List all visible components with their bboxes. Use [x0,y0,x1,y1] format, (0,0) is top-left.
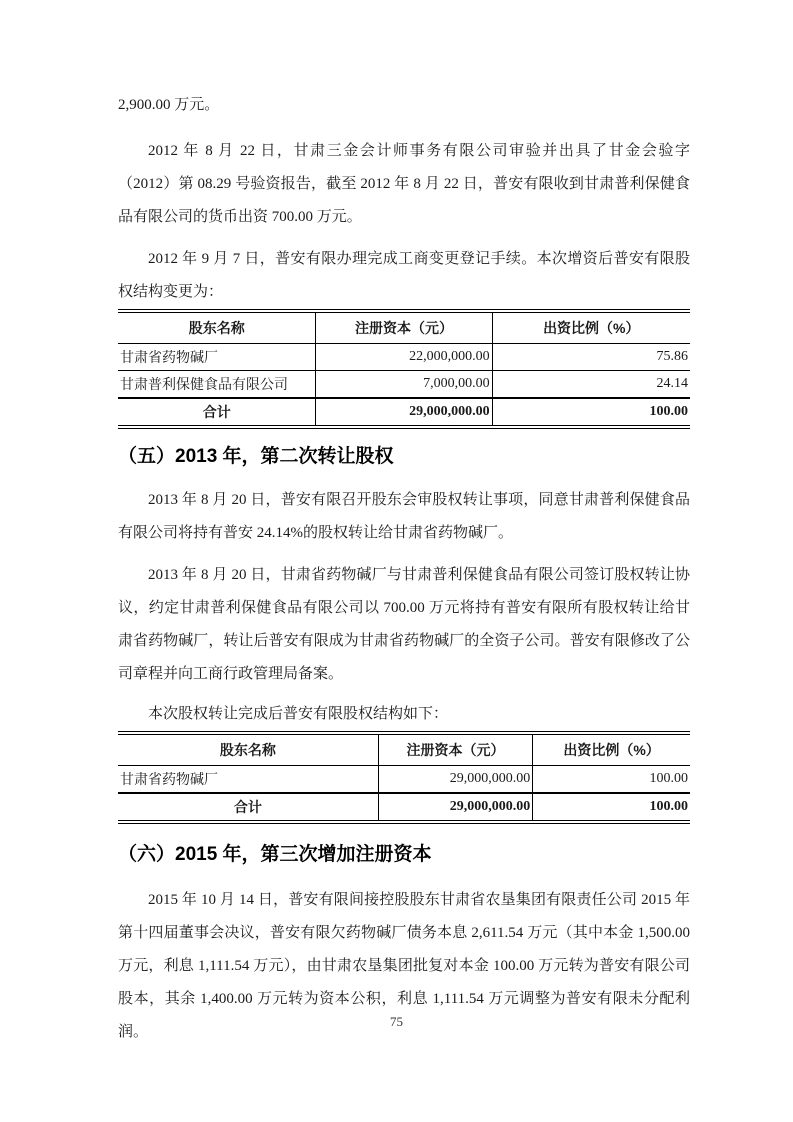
table-header-row [118,311,690,344]
total-ratio: 100.00 [492,398,690,427]
section-heading-5: （五）2013 年，第二次转让股权 [118,446,394,467]
page-number: 75 [390,1014,403,1029]
paragraph-transfer-result: 本次股权转让完成后普安有限股权结构如下： [148,706,449,722]
contribution-ratio: 100.00 [533,766,690,794]
total-capital: 29,000,000.00 [378,793,532,822]
paragraph-capital-verification: 2012 年 8 月 22 日，甘肃三金会计师事务有限公司审验并出具了甘金会验字（2012）第 08.29 号验资报告，截至 2012 年 8 月 22 日，普安有限收到甘肃普利保健食品有限公司的货币出资 700.00 万元。 [118,143,690,225]
paragraph-registration-change: 2012 年 9 月 7 日，普安有限办理完成工商变更登记手续。本次增资后普安有限股权结构变更为： [118,251,690,300]
column-header-shareholder: 股东名称 [118,311,316,344]
table-row [118,766,690,794]
total-ratio: 100.00 [533,793,690,822]
contribution-ratio: 75.86 [492,344,690,371]
paragraph-board-resolution: 2015 年 10 月 14 日，普安有限间接控股股东甘肃省农垦集团有限责任公司 2015 年第十四届董事会决议，普安有限欠药物碱厂债务本息 2,611.54 万元（其中本金 1,500.00 万元，利息 1,111.54 万元），由甘肃农垦集团批复对本金 100.00 万元转为普安有限公司股本，其余 1,400.00 万元转为资本公积，利息 1,111.54 万元调整为普安有限未分配利润。 [118,892,690,1040]
column-header-capital: 注册资本（元） [378,733,532,766]
section-heading-6: （六）2015 年，第三次增加注册资本 [118,844,432,865]
table-row [118,371,690,399]
column-header-capital: 注册资本（元） [316,311,492,344]
registered-capital: 7,000,00.00 [316,371,492,399]
table-total-row [118,793,690,822]
equity-structure-table-2013 [118,731,690,824]
table-total-row [118,398,690,427]
column-header-ratio: 出资比例（%） [492,311,690,344]
paragraph-shareholder-meeting: 2013 年 8 月 20 日，普安有限召开股东会审股权转让事项，同意甘肃普利保健食品有限公司将持有普安 24.14%的股权转让给甘肃省药物碱厂。 [118,492,690,541]
table-header-row [118,733,690,766]
total-label: 合计 [118,398,316,427]
shareholder-name: 甘肃省药物碱厂 [118,766,378,794]
registered-capital: 29,000,000.00 [378,766,532,794]
column-header-ratio: 出资比例（%） [533,733,690,766]
paragraph-continuation: 2,900.00 万元。 [118,97,220,113]
shareholder-name: 甘肃普利保健食品有限公司 [118,371,316,399]
equity-structure-table-2012 [118,309,690,429]
shareholder-name: 甘肃省药物碱厂 [118,344,316,371]
total-capital: 29,000,000.00 [316,398,492,427]
paragraph-transfer-agreement: 2013 年 8 月 20 日，甘肃省药物碱厂与甘肃普利保健食品有限公司签订股权转让协议，约定甘肃普利保健食品有限公司以 700.00 万元将持有普安有限所有股权转让给甘肃省药物碱厂，转让后普安有限成为甘肃省药物碱厂的全资子公司。普安有限修改了公司章程并向工商行政管理局备案。 [118,567,690,682]
registered-capital: 22,000,000.00 [316,344,492,371]
total-label: 合计 [118,793,378,822]
contribution-ratio: 24.14 [492,371,690,399]
table-row [118,344,690,371]
column-header-shareholder: 股东名称 [118,733,378,766]
